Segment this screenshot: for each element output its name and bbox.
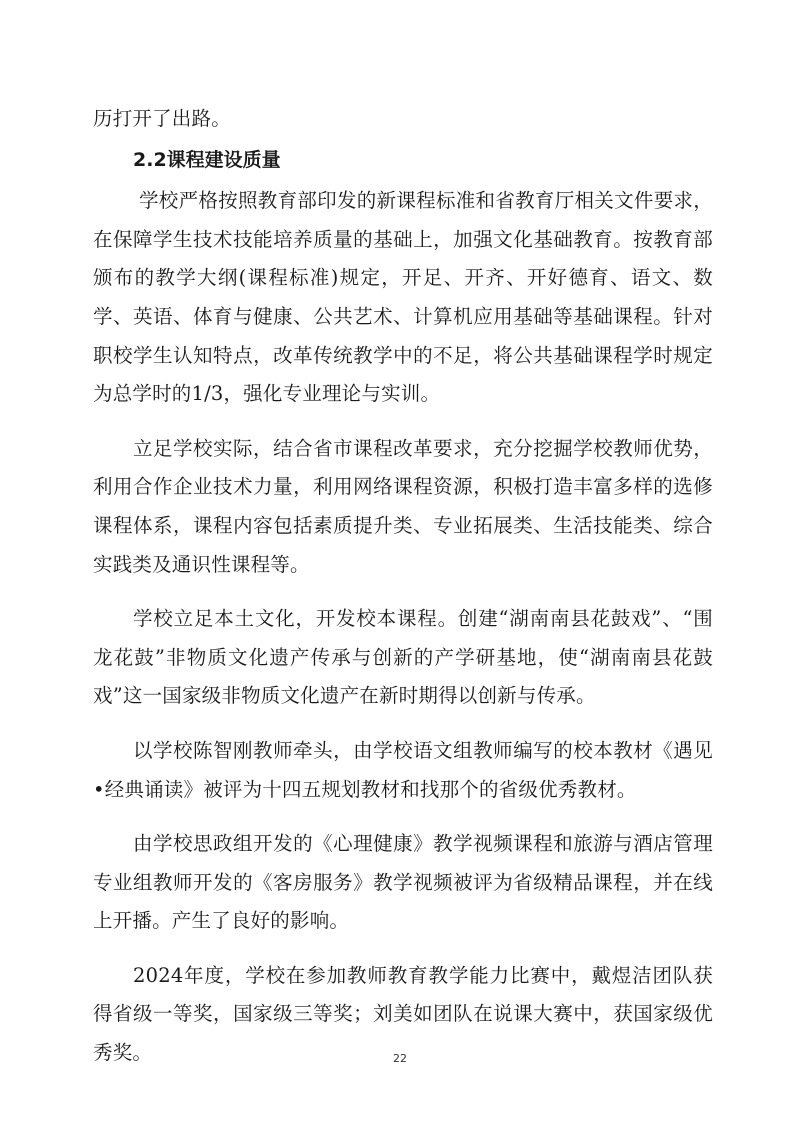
paragraph-4: 以学校陈智刚教师牵头，由学校语文组教师编写的校本教材《遇见•经典诵读》被评为十四五规划教材和找那个的省级优秀教材。 bbox=[93, 738, 713, 801]
page-content bbox=[93, 100, 713, 1073]
page-number: 22 bbox=[393, 1052, 407, 1065]
paragraph-5: 由学校思政组开发的《心理健康》教学视频课程和旅游与酒店管理专业组教师开发的《客房服务》教学视频被评为省级精品课程，并在线上开播。产生了良好的影响。 bbox=[93, 832, 713, 933]
paragraph-1: 学校严格按照教育部印发的新课程标准和省教育厅相关文件要求，在保障学生技术技能培养质量的基础上，加强文化基础教育。按教育部颁布的教学大纲(课程标准)规定，开足、开齐、开好德育、语文、数学、英语、体育与健康、公共艺术、计算机应用基础等基础课程。针对职校学生认知特点，改革传统教学中的不足，将公共基础课程学时规定为总学时的1/3，强化专业理论与实训。 bbox=[93, 189, 713, 406]
paragraph-3: 学校立足本土文化，开发校本课程。创建“湖南南县花鼓戏”、“围龙花鼓”非物质文化遗产传承与创新的产学研基地，使“湖南南县花鼓戏”这一国家级非物质文化遗产在新时期得以创新与传承。 bbox=[93, 607, 713, 708]
paragraph-2: 立足学校实际，结合省市课程改革要求，充分挖掘学校教师优势，利用合作企业技术力量，利用网络课程资源，积极打造丰富多样的选修课程体系，课程内容包括素质提升类、专业拓展类、生活技能类、综合实践类及通识性课程等。 bbox=[93, 436, 713, 576]
section-heading: 2.2课程建设质量 bbox=[133, 148, 281, 171]
continuation-text: 历打开了出路。 bbox=[93, 107, 231, 130]
paragraph-6: 2024年度，学校在参加教师教育教学能力比赛中，戴煜洁团队获得省级一等奖，国家级三等奖；刘美如团队在说课大赛中，获国家级优秀奖。 bbox=[93, 963, 713, 1065]
